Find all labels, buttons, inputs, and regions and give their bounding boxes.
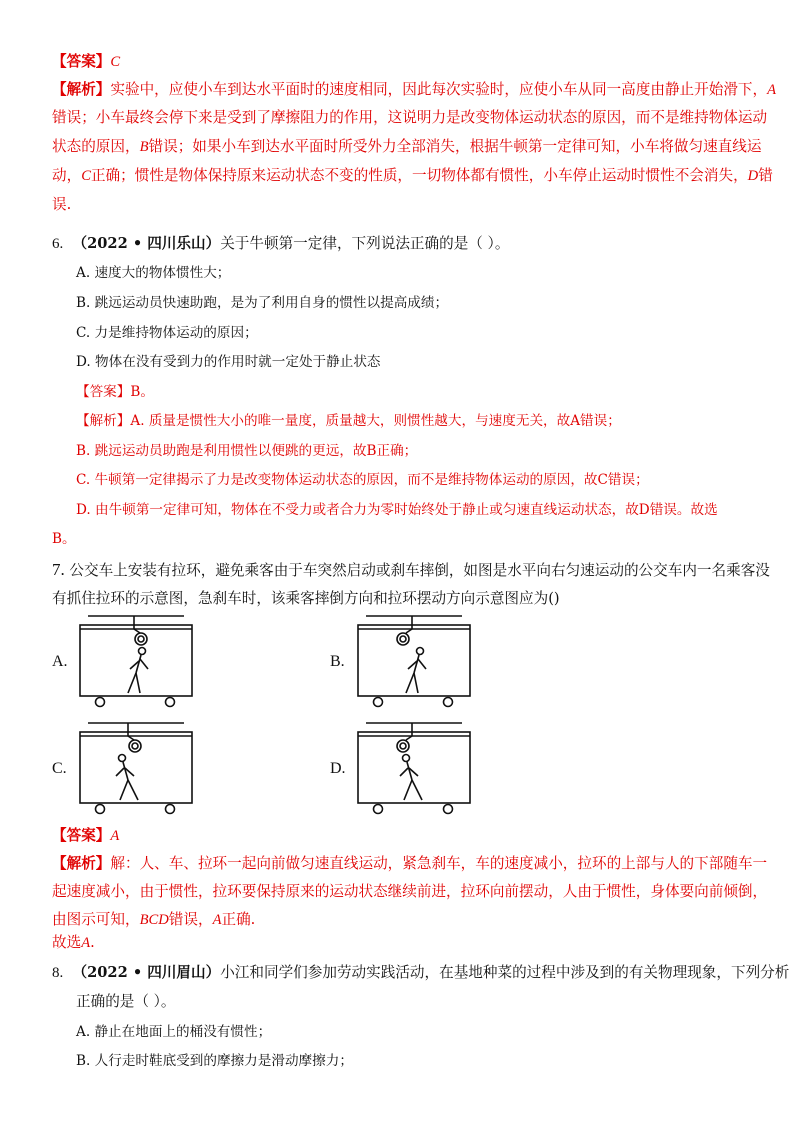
option-ref: BCD [139,912,169,928]
q5-analysis-line-1 [52,80,776,100]
option-ref: D [747,168,759,184]
question-number: 7. [52,560,65,579]
figure-label-a: A. [52,653,68,670]
q7-answer [52,826,119,846]
figure-label-d: D. [330,760,346,777]
q6-option-c: C. 力是维持物体运动的原因； [76,325,258,341]
answer-tag: 【答案】 [52,53,111,70]
q6-answer: 【答案】B。 [76,384,154,400]
bus-figure-d [356,722,476,817]
question-stem: 公交车上安装有拉环，避免乘客由于车突然启动或刹车摔倒，如图是水平向右匀速运动的公交车内一名乘客没 [69,562,770,579]
option-ref: A [81,935,91,951]
q6-option-b: B. 跳远运动员快速助跑，是为了利用自身的惯性以提高成绩； [76,295,449,311]
q5-answer [52,52,120,72]
q8-option-a: A. 静止在地面上的桶没有惯性； [76,1024,272,1040]
q5-analysis-line-5: 误. [52,196,72,213]
q8-stem-line-1 [52,963,789,983]
answer-tag: 【答案】 [52,827,111,844]
question-source: （2022 • 四川眉山） [72,964,221,981]
analysis-text: 实验中，应使小车到达水平面时的速度相同，因此每次实验时，应使小车从同一高度由静止开始滑下， [110,81,768,98]
analysis-text: 正确. [221,911,256,928]
analysis-text: 错误， [168,911,213,928]
answer-value: A [110,828,120,844]
q7-analysis-line-1 [52,854,767,874]
q7-stem-line-2: 有抓住拉环的示意图，急刹车时，该乘客摔倒方向和拉环摆动方向示意图应为() [52,590,560,607]
question-stem: 小江和同学们参加劳动实践活动，在基地种菜的过程中涉及到的有关物理现象，下列分析 [220,964,790,981]
analysis-text: 状态的原因， [52,138,140,155]
option-ref: C [81,168,91,184]
bus-figure-a [78,615,198,710]
analysis-text: 动， [52,167,82,184]
q5-analysis-line-2: 错误；小车最终会停下来是受到了摩擦阻力的作用，这说明力是改变物体运动状态的原因，而不是维持物体运动 [52,109,768,126]
analysis-tag: 【解析】 [52,855,111,872]
q6-stem [52,234,509,254]
question-number: 6. [52,236,64,252]
q6-analysis-line-3: C. 牛顿第一定律揭示了力是改变物体运动状态的原因，而不是维持物体运动的原因，故C错误； [76,472,649,488]
q6-option-d: D. 物体在没有受到力的作用时就一定处于静止状态 [76,354,381,370]
q8-stem-line-2: 正确的是（ ）。 [76,993,176,1010]
option-ref: B [139,139,149,155]
bus-figure-c [78,722,198,817]
q6-analysis-line-5: B。 [52,531,76,547]
q6-analysis-line-1: 【解析】A. 质量是惯性大小的唯一量度，质量越大，则惯性越大，与速度无关，故A错误； [76,413,621,429]
analysis-text: 错误；如果小车到达水平面时所受外力全部消失，根据牛顿第一定律可知，小车将做匀速直线运 [148,138,762,155]
analysis-text: 错 [758,167,773,184]
question-source: （2022 • 四川乐山） [72,235,221,252]
question-stem: 关于牛顿第一定律，下列说法正确的是（ ）。 [220,235,510,252]
q6-analysis-line-2: B. 跳远运动员助跑是利用惯性以便跳的更远，故B正确； [76,443,418,459]
option-ref: A [212,912,222,928]
q5-analysis-line-4 [52,166,773,186]
question-number: 8. [52,965,64,981]
conclusion-text: . [90,934,95,951]
q8-option-b: B. 人行走时鞋底受到的摩擦力是滑动摩擦力； [76,1053,353,1069]
q6-option-a: A. 速度大的物体惯性大； [76,265,231,281]
q7-stem-line-1 [52,560,770,581]
q5-analysis-line-3 [52,137,761,157]
figure-label-c: C. [52,760,67,777]
answer-value: C [110,54,121,70]
q7-analysis-line-3 [52,910,255,930]
q7-analysis-line-2: 起速度减小，由于惯性，拉环要保持原来的运动状态继续前进，拉环向前摆动，人由于惯性，身体要向前倾倒， [52,883,768,900]
figure-label-b: B. [330,653,345,670]
analysis-text: 解：人、车、拉环一起向前做匀速直线运动，紧急刹车，车的速度减小，拉环的上部与人的下部随车一 [110,855,768,872]
analysis-text: 正确；惯性是物体保持原来运动状态不变的性质，一切物体都有惯性，小车停止运动时惯性不会消失， [90,167,748,184]
analysis-text: 由图示可知， [52,911,140,928]
option-ref: A [767,82,777,98]
analysis-tag: 【解析】 [52,81,111,98]
conclusion-text: 故选 [52,934,82,951]
q7-conclusion [52,933,95,953]
bus-figure-b [356,615,476,710]
q6-analysis-line-4: D. 由牛顿第一定律可知，物体在不受力或者合力为零时始终处于静止或匀速直线运动状态，故D错误。故选 [76,502,718,518]
